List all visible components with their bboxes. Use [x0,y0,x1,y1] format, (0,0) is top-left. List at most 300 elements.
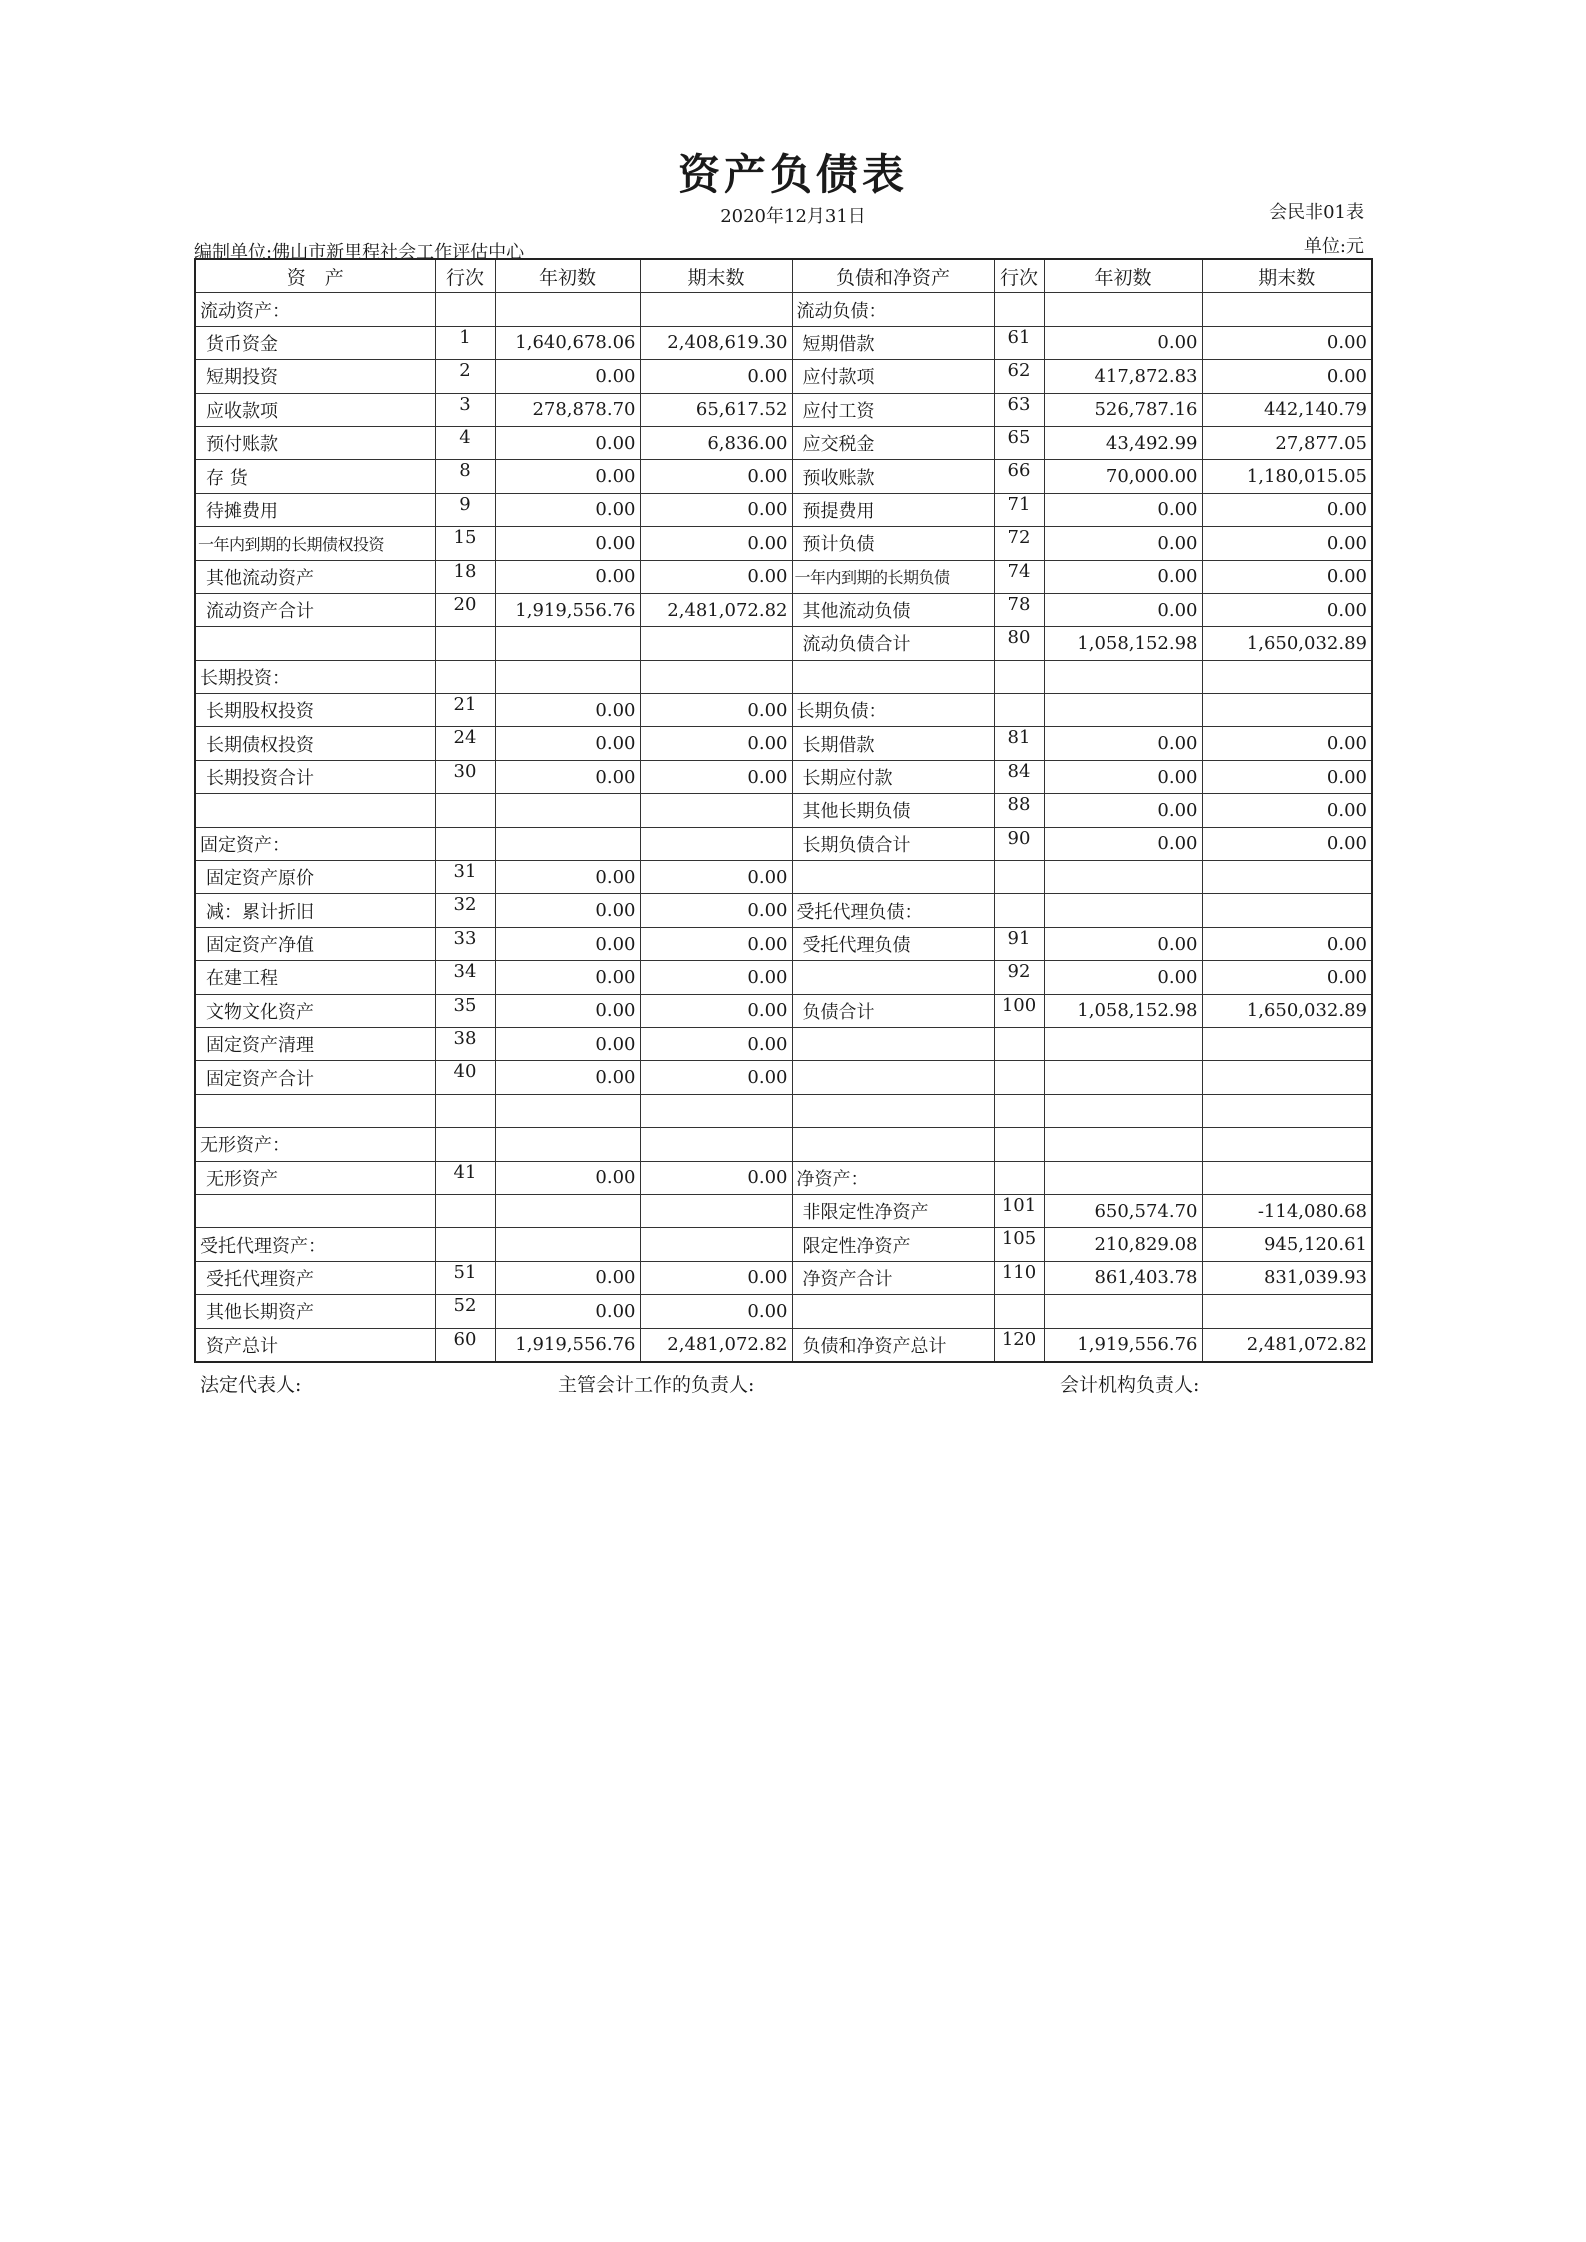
liability-line-no [994,293,1044,326]
liability-end-value: 0.00 [1202,827,1372,860]
liability-line-no: 92 [994,961,1044,994]
liability-end-value: 945,120.61 [1202,1228,1372,1261]
asset-line-no [435,660,495,693]
liability-begin-value: 0.00 [1044,493,1202,526]
table-row [195,360,1372,393]
asset-item: 在建工程 [195,961,435,994]
asset-line-no [435,293,495,326]
asset-end-value [640,660,792,693]
table-row [195,1295,1372,1328]
asset-line-no [435,1228,495,1261]
asset-line-no: 33 [435,927,495,960]
table-row [195,326,1372,359]
liability-end-value: 0.00 [1202,794,1372,827]
asset-line-no [435,627,495,660]
liability-begin-value: 43,492.99 [1044,426,1202,459]
asset-end-value: 0.00 [640,560,792,593]
asset-begin-value: 0.00 [495,527,640,560]
balance-sheet-body [195,293,1372,1362]
liability-end-value: 1,650,032.89 [1202,994,1372,1027]
asset-item: 文物文化资产 [195,994,435,1027]
asset-end-value: 0.00 [640,460,792,493]
liability-line-no: 90 [994,827,1044,860]
liability-end-value: 0.00 [1202,927,1372,960]
liability-line-no: 71 [994,493,1044,526]
liability-line-no: 88 [994,794,1044,827]
liability-item: 受托代理负债： [792,894,994,927]
liability-end-value [1202,660,1372,693]
header-begin-balance: 年初数 [495,259,640,293]
asset-item: 资产总计 [195,1328,435,1362]
asset-end-value: 0.00 [640,994,792,1027]
liability-begin-value: 0.00 [1044,727,1202,760]
table-row [195,293,1372,326]
liability-item: 长期负债合计 [792,827,994,860]
liability-line-no: 80 [994,627,1044,660]
asset-line-no: 34 [435,961,495,994]
asset-line-no: 40 [435,1061,495,1094]
asset-line-no [435,794,495,827]
asset-end-value [640,1094,792,1127]
asset-line-no: 18 [435,560,495,593]
asset-begin-value [495,1194,640,1227]
asset-end-value: 0.00 [640,1261,792,1294]
asset-line-no: 51 [435,1261,495,1294]
liability-item: 长期应付款 [792,760,994,793]
asset-line-no: 24 [435,727,495,760]
liability-end-value: 0.00 [1202,760,1372,793]
asset-end-value: 2,481,072.82 [640,593,792,626]
accounting-head-label: 主管会计工作的负责人: [558,1374,755,1396]
asset-item: 流动资产： [195,293,435,326]
asset-end-value: 0.00 [640,360,792,393]
liability-end-value: 27,877.05 [1202,426,1372,459]
asset-item: 其他流动资产 [195,560,435,593]
asset-line-no [435,1094,495,1127]
asset-line-no: 3 [435,393,495,426]
liability-item [792,660,994,693]
header-begin-balance: 年初数 [1044,259,1202,293]
liability-item [792,861,994,894]
asset-item: 无形资产 [195,1161,435,1194]
asset-item [195,1194,435,1227]
asset-item: 一年内到期的长期债权投资 [195,527,435,560]
asset-end-value [640,827,792,860]
liability-item [792,1027,994,1060]
asset-line-no: 8 [435,460,495,493]
liability-end-value: 831,039.93 [1202,1261,1372,1294]
table-row [195,393,1372,426]
legal-representative-label: 法定代表人: [200,1374,302,1396]
liability-item: 流动负债合计 [792,627,994,660]
asset-item: 预付账款 [195,426,435,459]
liability-item: 长期借款 [792,727,994,760]
liability-end-value: 2,481,072.82 [1202,1328,1372,1362]
liability-end-value: 0.00 [1202,360,1372,393]
asset-begin-value: 0.00 [495,460,640,493]
liability-item [792,961,994,994]
asset-begin-value: 0.00 [495,1295,640,1328]
liability-line-no: 105 [994,1228,1044,1261]
asset-item [195,1094,435,1127]
asset-end-value: 0.00 [640,527,792,560]
asset-begin-value: 0.00 [495,994,640,1027]
balance-sheet-table [194,258,1373,1363]
asset-item: 固定资产： [195,827,435,860]
asset-begin-value [495,627,640,660]
table-row [195,1228,1372,1261]
table-row [195,1328,1372,1362]
accounting-dept-head-label: 会计机构负责人: [1060,1374,1200,1396]
asset-begin-value: 0.00 [495,493,640,526]
asset-line-no: 1 [435,326,495,359]
liability-item: 限定性净资产 [792,1228,994,1261]
asset-begin-value: 0.00 [495,560,640,593]
liability-begin-value: 210,829.08 [1044,1228,1202,1261]
currency-unit: 单位:元 [1303,236,1364,257]
asset-end-value [640,1194,792,1227]
asset-end-value [640,1228,792,1261]
liability-end-value [1202,894,1372,927]
asset-item: 短期投资 [195,360,435,393]
table-row [195,1194,1372,1227]
liability-begin-value: 0.00 [1044,794,1202,827]
asset-line-no: 2 [435,360,495,393]
asset-item: 应收款项 [195,393,435,426]
liability-begin-value: 417,872.83 [1044,360,1202,393]
liability-end-value: 442,140.79 [1202,393,1372,426]
asset-begin-value: 0.00 [495,1161,640,1194]
liability-line-no: 84 [994,760,1044,793]
asset-end-value: 0.00 [640,1161,792,1194]
asset-item: 长期股权投资 [195,694,435,727]
table-row [195,894,1372,927]
asset-begin-value: 0.00 [495,894,640,927]
asset-end-value [640,1128,792,1161]
asset-begin-value [495,794,640,827]
asset-end-value: 0.00 [640,861,792,894]
liability-end-value [1202,1295,1372,1328]
asset-begin-value: 0.00 [495,1027,640,1060]
liability-end-value [1202,1094,1372,1127]
header-liabilities-net-assets: 负债和净资产 [792,259,994,293]
asset-end-value: 2,481,072.82 [640,1328,792,1362]
asset-line-no [435,1194,495,1227]
liability-begin-value: 0.00 [1044,527,1202,560]
liability-begin-value: 0.00 [1044,326,1202,359]
asset-line-no: 20 [435,593,495,626]
asset-end-value: 0.00 [640,694,792,727]
asset-line-no: 60 [435,1328,495,1362]
asset-end-value: 0.00 [640,760,792,793]
liability-begin-value [1044,894,1202,927]
asset-line-no: 52 [435,1295,495,1328]
liability-line-no: 62 [994,360,1044,393]
report-date: 2020年12月31日 [720,206,866,227]
header-line-no: 行次 [994,259,1044,293]
asset-end-value [640,293,792,326]
asset-begin-value: 0.00 [495,727,640,760]
table-row [195,1027,1372,1060]
table-row [195,827,1372,860]
table-row [195,527,1372,560]
table-row [195,727,1372,760]
liability-item: 短期借款 [792,326,994,359]
table-row [195,1094,1372,1127]
asset-line-no: 35 [435,994,495,1027]
liability-line-no: 61 [994,326,1044,359]
liability-line-no: 72 [994,527,1044,560]
liability-begin-value [1044,1061,1202,1094]
table-row [195,1161,1372,1194]
liability-line-no [994,861,1044,894]
liability-line-no: 120 [994,1328,1044,1362]
liability-end-value: 1,180,015.05 [1202,460,1372,493]
asset-line-no: 9 [435,493,495,526]
page-title: 资产负债表 [677,150,908,199]
asset-begin-value [495,293,640,326]
liability-begin-value: 861,403.78 [1044,1261,1202,1294]
liability-begin-value: 1,058,152.98 [1044,994,1202,1027]
liability-begin-value: 70,000.00 [1044,460,1202,493]
table-row [195,927,1372,960]
header-end-balance: 期末数 [1202,259,1372,293]
liability-begin-value [1044,1295,1202,1328]
asset-end-value: 0.00 [640,927,792,960]
liability-line-no: 74 [994,560,1044,593]
liability-begin-value [1044,660,1202,693]
asset-line-no [435,827,495,860]
asset-end-value [640,794,792,827]
liability-line-no [994,1094,1044,1127]
asset-end-value: 0.00 [640,1295,792,1328]
liability-begin-value: 0.00 [1044,961,1202,994]
table-row [195,560,1372,593]
liability-begin-value [1044,1027,1202,1060]
asset-item [195,627,435,660]
asset-item: 其他长期资产 [195,1295,435,1328]
liability-item [792,1061,994,1094]
reporting-organization: 编制单位:佛山市新里程社会工作评估中心 [194,242,525,263]
liability-end-value: 0.00 [1202,961,1372,994]
liability-line-no: 110 [994,1261,1044,1294]
asset-line-no: 31 [435,861,495,894]
liability-item: 负债和净资产总计 [792,1328,994,1362]
asset-line-no: 30 [435,760,495,793]
liability-item: 应付工资 [792,393,994,426]
table-row [195,426,1372,459]
asset-line-no: 15 [435,527,495,560]
liability-begin-value: 0.00 [1044,827,1202,860]
asset-item [195,794,435,827]
liability-end-value: 1,650,032.89 [1202,627,1372,660]
liability-begin-value: 650,574.70 [1044,1194,1202,1227]
table-row [195,760,1372,793]
table-row [195,861,1372,894]
asset-begin-value: 0.00 [495,961,640,994]
asset-item: 无形资产： [195,1128,435,1161]
liability-end-value: 0.00 [1202,593,1372,626]
table-row [195,1261,1372,1294]
asset-line-no: 32 [435,894,495,927]
asset-begin-value: 0.00 [495,1061,640,1094]
table-row [195,660,1372,693]
table-row [195,460,1372,493]
table-row [195,1061,1372,1094]
table-header-row [195,259,1372,293]
liability-line-no [994,694,1044,727]
asset-item: 固定资产净值 [195,927,435,960]
liability-item [792,1295,994,1328]
asset-begin-value: 1,919,556.76 [495,593,640,626]
liability-begin-value: 1,058,152.98 [1044,627,1202,660]
liability-begin-value: 0.00 [1044,560,1202,593]
asset-item: 流动资产合计 [195,593,435,626]
liability-end-value: 0.00 [1202,560,1372,593]
liability-line-no: 100 [994,994,1044,1027]
asset-begin-value: 1,640,678.06 [495,326,640,359]
liability-begin-value [1044,1161,1202,1194]
liability-end-value [1202,1061,1372,1094]
liability-end-value: 0.00 [1202,527,1372,560]
asset-end-value: 0.00 [640,961,792,994]
liability-item: 其他流动负债 [792,593,994,626]
asset-begin-value [495,1128,640,1161]
liability-line-no [994,894,1044,927]
liability-item: 负债合计 [792,994,994,1027]
asset-item: 存 货 [195,460,435,493]
table-row [195,794,1372,827]
asset-begin-value: 278,878.70 [495,393,640,426]
liability-end-value [1202,293,1372,326]
asset-item: 固定资产清理 [195,1027,435,1060]
asset-begin-value [495,660,640,693]
liability-item: 应交税金 [792,426,994,459]
liability-line-no: 91 [994,927,1044,960]
liability-end-value: 0.00 [1202,727,1372,760]
asset-line-no: 21 [435,694,495,727]
asset-item: 货币资金 [195,326,435,359]
liability-begin-value: 0.00 [1044,760,1202,793]
asset-end-value: 0.00 [640,493,792,526]
liability-begin-value [1044,1128,1202,1161]
liability-line-no [994,1128,1044,1161]
asset-item: 长期投资合计 [195,760,435,793]
asset-end-value: 65,617.52 [640,393,792,426]
table-row [195,961,1372,994]
liability-begin-value [1044,694,1202,727]
asset-end-value: 0.00 [640,894,792,927]
liability-begin-value [1044,293,1202,326]
form-code: 会民非01表 [1269,202,1364,223]
liability-line-no: 65 [994,426,1044,459]
liability-item: 长期负债： [792,694,994,727]
asset-line-no: 38 [435,1027,495,1060]
liability-begin-value: 0.00 [1044,593,1202,626]
liability-end-value [1202,861,1372,894]
header-end-balance: 期末数 [640,259,792,293]
asset-end-value: 0.00 [640,1061,792,1094]
liability-item: 其他长期负债 [792,794,994,827]
asset-item: 固定资产原价 [195,861,435,894]
header-line-no: 行次 [435,259,495,293]
liability-line-no [994,1295,1044,1328]
asset-begin-value: 1,919,556.76 [495,1328,640,1362]
liability-end-value: 0.00 [1202,326,1372,359]
table-row [195,1128,1372,1161]
asset-begin-value: 0.00 [495,861,640,894]
liability-item: 应付款项 [792,360,994,393]
liability-item: 一年内到期的长期负债 [792,560,994,593]
asset-item: 待摊费用 [195,493,435,526]
asset-end-value: 0.00 [640,1027,792,1060]
liability-begin-value: 1,919,556.76 [1044,1328,1202,1362]
liability-end-value [1202,1027,1372,1060]
liability-item: 预提费用 [792,493,994,526]
liability-line-no [994,660,1044,693]
liability-line-no: 78 [994,593,1044,626]
asset-begin-value [495,1094,640,1127]
asset-item: 长期债权投资 [195,727,435,760]
liability-line-no: 66 [994,460,1044,493]
liability-line-no: 81 [994,727,1044,760]
liability-begin-value [1044,1094,1202,1127]
liability-item [792,1094,994,1127]
asset-item: 受托代理资产 [195,1261,435,1294]
liability-begin-value [1044,861,1202,894]
asset-end-value [640,627,792,660]
liability-item: 流动负债： [792,293,994,326]
asset-begin-value: 0.00 [495,927,640,960]
liability-end-value [1202,1128,1372,1161]
liability-line-no: 63 [994,393,1044,426]
liability-item: 受托代理负债 [792,927,994,960]
liability-line-no [994,1027,1044,1060]
liability-end-value: -114,080.68 [1202,1194,1372,1227]
liability-line-no [994,1061,1044,1094]
asset-end-value: 6,836.00 [640,426,792,459]
asset-item: 减：累计折旧 [195,894,435,927]
liability-begin-value: 526,787.16 [1044,393,1202,426]
liability-end-value [1202,694,1372,727]
asset-end-value: 0.00 [640,727,792,760]
liability-item: 预收账款 [792,460,994,493]
asset-line-no: 4 [435,426,495,459]
liability-item: 净资产： [792,1161,994,1194]
asset-begin-value: 0.00 [495,1261,640,1294]
liability-item: 预计负债 [792,527,994,560]
asset-begin-value: 0.00 [495,360,640,393]
asset-begin-value [495,827,640,860]
asset-end-value: 2,408,619.30 [640,326,792,359]
table-row [195,593,1372,626]
header-assets: 资 产 [195,259,435,293]
asset-begin-value: 0.00 [495,426,640,459]
liability-item: 非限定性净资产 [792,1194,994,1227]
asset-line-no [435,1128,495,1161]
liability-line-no [994,1161,1044,1194]
asset-line-no: 41 [435,1161,495,1194]
liability-begin-value: 0.00 [1044,927,1202,960]
liability-line-no: 101 [994,1194,1044,1227]
liability-end-value: 0.00 [1202,493,1372,526]
table-row [195,994,1372,1027]
table-row [195,694,1372,727]
liability-item [792,1128,994,1161]
liability-item: 净资产合计 [792,1261,994,1294]
asset-begin-value [495,1228,640,1261]
asset-item: 受托代理资产： [195,1228,435,1261]
